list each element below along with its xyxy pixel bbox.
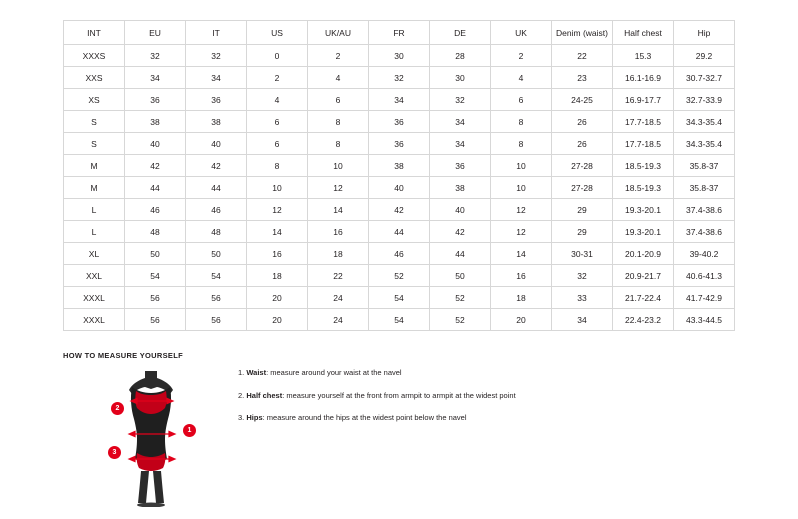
cell-de: 34 xyxy=(430,133,491,155)
cell-uk-au: 16 xyxy=(308,221,369,243)
table-header xyxy=(64,21,735,45)
cell-us: 0 xyxy=(247,45,308,67)
badge-hips: 3 xyxy=(108,446,121,459)
cell-de: 30 xyxy=(430,67,491,89)
cell-us: 12 xyxy=(247,199,308,221)
cell-fr: 30 xyxy=(369,45,430,67)
cell-eu: 42 xyxy=(125,155,186,177)
cell-uk-au: 18 xyxy=(308,243,369,265)
cell-eu: 40 xyxy=(125,133,186,155)
cell-uk-au: 10 xyxy=(308,155,369,177)
cell-us: 14 xyxy=(247,221,308,243)
cell-denim-waist: 29 xyxy=(552,221,613,243)
cell-uk: 20 xyxy=(491,309,552,331)
cell-eu: 34 xyxy=(125,67,186,89)
cell-hip: 41.7-42.9 xyxy=(674,287,735,309)
cell-half-chest: 20.9-21.7 xyxy=(613,265,674,287)
cell-it: 56 xyxy=(186,287,247,309)
cell-half-chest: 16.1-16.9 xyxy=(613,67,674,89)
cell-half-chest: 20.1-20.9 xyxy=(613,243,674,265)
table-row xyxy=(64,155,735,177)
measurement-notes xyxy=(238,368,708,436)
cell-hip: 32.7-33.9 xyxy=(674,89,735,111)
cell-uk-au: 4 xyxy=(308,67,369,89)
cell-eu: 46 xyxy=(125,199,186,221)
column-header-hip: Hip xyxy=(674,21,735,45)
cell-fr: 54 xyxy=(369,309,430,331)
cell-int: XXXL xyxy=(64,287,125,309)
cell-fr: 52 xyxy=(369,265,430,287)
note-hips-text: : measure around the hips at the widest point below the navel xyxy=(262,413,467,422)
cell-uk-au: 14 xyxy=(308,199,369,221)
badge-half-chest: 2 xyxy=(111,402,124,415)
cell-fr: 38 xyxy=(369,155,430,177)
cell-it: 56 xyxy=(186,309,247,331)
cell-it: 34 xyxy=(186,67,247,89)
cell-fr: 36 xyxy=(369,133,430,155)
cell-us: 18 xyxy=(247,265,308,287)
cell-uk: 10 xyxy=(491,177,552,199)
cell-eu: 36 xyxy=(125,89,186,111)
cell-us: 10 xyxy=(247,177,308,199)
cell-uk: 14 xyxy=(491,243,552,265)
cell-eu: 56 xyxy=(125,309,186,331)
column-header-fr: FR xyxy=(369,21,430,45)
note-half-chest-number: 2. xyxy=(238,390,245,400)
cell-uk-au: 2 xyxy=(308,45,369,67)
cell-de: 38 xyxy=(430,177,491,199)
cell-eu: 32 xyxy=(125,45,186,67)
column-header-eu: EU xyxy=(125,21,186,45)
cell-uk: 12 xyxy=(491,199,552,221)
cell-eu: 54 xyxy=(125,265,186,287)
cell-it: 44 xyxy=(186,177,247,199)
cell-int: M xyxy=(64,177,125,199)
cell-half-chest: 18.5-19.3 xyxy=(613,177,674,199)
table-row xyxy=(64,67,735,89)
cell-eu: 50 xyxy=(125,243,186,265)
table-row xyxy=(64,111,735,133)
table-body xyxy=(64,45,735,331)
cell-it: 36 xyxy=(186,89,247,111)
cell-de: 44 xyxy=(430,243,491,265)
cell-us: 20 xyxy=(247,287,308,309)
table-header-row xyxy=(64,21,735,45)
column-header-it: IT xyxy=(186,21,247,45)
cell-half-chest: 17.7-18.5 xyxy=(613,111,674,133)
cell-us: 4 xyxy=(247,89,308,111)
cell-it: 40 xyxy=(186,133,247,155)
cell-half-chest: 16.9-17.7 xyxy=(613,89,674,111)
table-row xyxy=(64,133,735,155)
cell-uk: 8 xyxy=(491,133,552,155)
cell-uk: 8 xyxy=(491,111,552,133)
cell-int: XL xyxy=(64,243,125,265)
table-row xyxy=(64,221,735,243)
cell-half-chest: 19.3-20.1 xyxy=(613,199,674,221)
table-row xyxy=(64,45,735,67)
cell-hip: 29.2 xyxy=(674,45,735,67)
cell-int: S xyxy=(64,133,125,155)
cell-fr: 36 xyxy=(369,111,430,133)
cell-uk: 12 xyxy=(491,221,552,243)
cell-hip: 34.3-35.4 xyxy=(674,111,735,133)
cell-uk: 6 xyxy=(491,89,552,111)
cell-de: 50 xyxy=(430,265,491,287)
note-hips-term: Hips xyxy=(246,413,263,422)
cell-hip: 35.8-37 xyxy=(674,155,735,177)
cell-uk: 10 xyxy=(491,155,552,177)
cell-de: 52 xyxy=(430,287,491,309)
column-header-half-chest: Half chest xyxy=(613,21,674,45)
cell-denim-waist: 30-31 xyxy=(552,243,613,265)
cell-it: 50 xyxy=(186,243,247,265)
cell-de: 42 xyxy=(430,221,491,243)
cell-uk-au: 24 xyxy=(308,309,369,331)
table-row xyxy=(64,243,735,265)
cell-uk: 4 xyxy=(491,67,552,89)
cell-uk-au: 22 xyxy=(308,265,369,287)
cell-denim-waist: 26 xyxy=(552,111,613,133)
cell-denim-waist: 32 xyxy=(552,265,613,287)
table-row xyxy=(64,177,735,199)
cell-us: 6 xyxy=(247,133,308,155)
cell-uk-au: 6 xyxy=(308,89,369,111)
column-header-us: US xyxy=(247,21,308,45)
cell-denim-waist: 27-28 xyxy=(552,177,613,199)
cell-eu: 38 xyxy=(125,111,186,133)
cell-eu: 56 xyxy=(125,287,186,309)
cell-eu: 48 xyxy=(125,221,186,243)
cell-de: 32 xyxy=(430,89,491,111)
cell-uk: 2 xyxy=(491,45,552,67)
measurement-figure xyxy=(83,365,223,510)
cell-it: 42 xyxy=(186,155,247,177)
cell-int: XXS xyxy=(64,67,125,89)
note-half-chest xyxy=(238,391,708,402)
cell-fr: 32 xyxy=(369,67,430,89)
cell-denim-waist: 34 xyxy=(552,309,613,331)
table-row xyxy=(64,309,735,331)
cell-it: 38 xyxy=(186,111,247,133)
cell-us: 16 xyxy=(247,243,308,265)
note-half-chest-text: : measure yourself at the front from armpit to armpit at the widest point xyxy=(282,390,516,400)
cell-de: 36 xyxy=(430,155,491,177)
cell-uk: 16 xyxy=(491,265,552,287)
cell-us: 20 xyxy=(247,309,308,331)
cell-int: M xyxy=(64,155,125,177)
table-row xyxy=(64,287,735,309)
cell-denim-waist: 24-25 xyxy=(552,89,613,111)
cell-it: 46 xyxy=(186,199,247,221)
note-hips-number: 3. xyxy=(238,413,245,422)
cell-uk: 18 xyxy=(491,287,552,309)
cell-de: 40 xyxy=(430,199,491,221)
cell-hip: 39-40.2 xyxy=(674,243,735,265)
cell-eu: 44 xyxy=(125,177,186,199)
cell-hip: 37.4-38.6 xyxy=(674,221,735,243)
cell-half-chest: 21.7-22.4 xyxy=(613,287,674,309)
column-header-uk-au: UK/AU xyxy=(308,21,369,45)
size-conversion-table xyxy=(63,20,735,331)
note-waist-term: Waist xyxy=(246,368,267,377)
cell-fr: 42 xyxy=(369,199,430,221)
column-header-denim-waist: Denim (waist) xyxy=(552,21,613,45)
cell-uk-au: 8 xyxy=(308,111,369,133)
column-header-uk: UK xyxy=(491,21,552,45)
cell-uk-au: 8 xyxy=(308,133,369,155)
cell-half-chest: 19.3-20.1 xyxy=(613,221,674,243)
note-waist xyxy=(238,368,708,379)
cell-hip: 35.8-37 xyxy=(674,177,735,199)
cell-int: L xyxy=(64,199,125,221)
cell-hip: 37.4-38.6 xyxy=(674,199,735,221)
mannequin-illustration xyxy=(119,367,183,507)
cell-denim-waist: 22 xyxy=(552,45,613,67)
cell-hip: 30.7-32.7 xyxy=(674,67,735,89)
cell-int: XS xyxy=(64,89,125,111)
cell-uk-au: 24 xyxy=(308,287,369,309)
column-header-de: DE xyxy=(430,21,491,45)
cell-half-chest: 22.4-23.2 xyxy=(613,309,674,331)
how-to-measure-section xyxy=(63,365,735,510)
cell-int: L xyxy=(64,221,125,243)
size-conversion-table-wrapper xyxy=(63,20,735,331)
cell-de: 52 xyxy=(430,309,491,331)
cell-it: 32 xyxy=(186,45,247,67)
cell-denim-waist: 23 xyxy=(552,67,613,89)
cell-it: 54 xyxy=(186,265,247,287)
table-row xyxy=(64,265,735,287)
cell-denim-waist: 29 xyxy=(552,199,613,221)
table-row xyxy=(64,89,735,111)
cell-us: 2 xyxy=(247,67,308,89)
cell-int: XXL xyxy=(64,265,125,287)
cell-fr: 46 xyxy=(369,243,430,265)
cell-de: 28 xyxy=(430,45,491,67)
cell-fr: 44 xyxy=(369,221,430,243)
how-to-measure-title: HOW TO MEASURE YOURSELF xyxy=(63,351,183,360)
cell-int: XXXL xyxy=(64,309,125,331)
table-row xyxy=(64,199,735,221)
cell-fr: 40 xyxy=(369,177,430,199)
cell-hip: 34.3-35.4 xyxy=(674,133,735,155)
cell-half-chest: 17.7-18.5 xyxy=(613,133,674,155)
column-header-int: INT xyxy=(64,21,125,45)
cell-int: S xyxy=(64,111,125,133)
note-waist-text: : measure around your waist at the navel xyxy=(266,368,402,377)
cell-de: 34 xyxy=(430,111,491,133)
cell-fr: 34 xyxy=(369,89,430,111)
cell-int: XXXS xyxy=(64,45,125,67)
cell-uk-au: 12 xyxy=(308,177,369,199)
cell-hip: 43.3-44.5 xyxy=(674,309,735,331)
cell-it: 48 xyxy=(186,221,247,243)
cell-us: 6 xyxy=(247,111,308,133)
cell-denim-waist: 33 xyxy=(552,287,613,309)
cell-denim-waist: 27-28 xyxy=(552,155,613,177)
cell-denim-waist: 26 xyxy=(552,133,613,155)
note-hips xyxy=(238,413,708,424)
cell-half-chest: 15.3 xyxy=(613,45,674,67)
cell-hip: 40.6-41.3 xyxy=(674,265,735,287)
badge-waist: 1 xyxy=(183,424,196,437)
note-half-chest-term: Half chest xyxy=(246,390,283,400)
cell-fr: 54 xyxy=(369,287,430,309)
cell-us: 8 xyxy=(247,155,308,177)
note-waist-number: 1. xyxy=(238,368,245,377)
cell-half-chest: 18.5-19.3 xyxy=(613,155,674,177)
